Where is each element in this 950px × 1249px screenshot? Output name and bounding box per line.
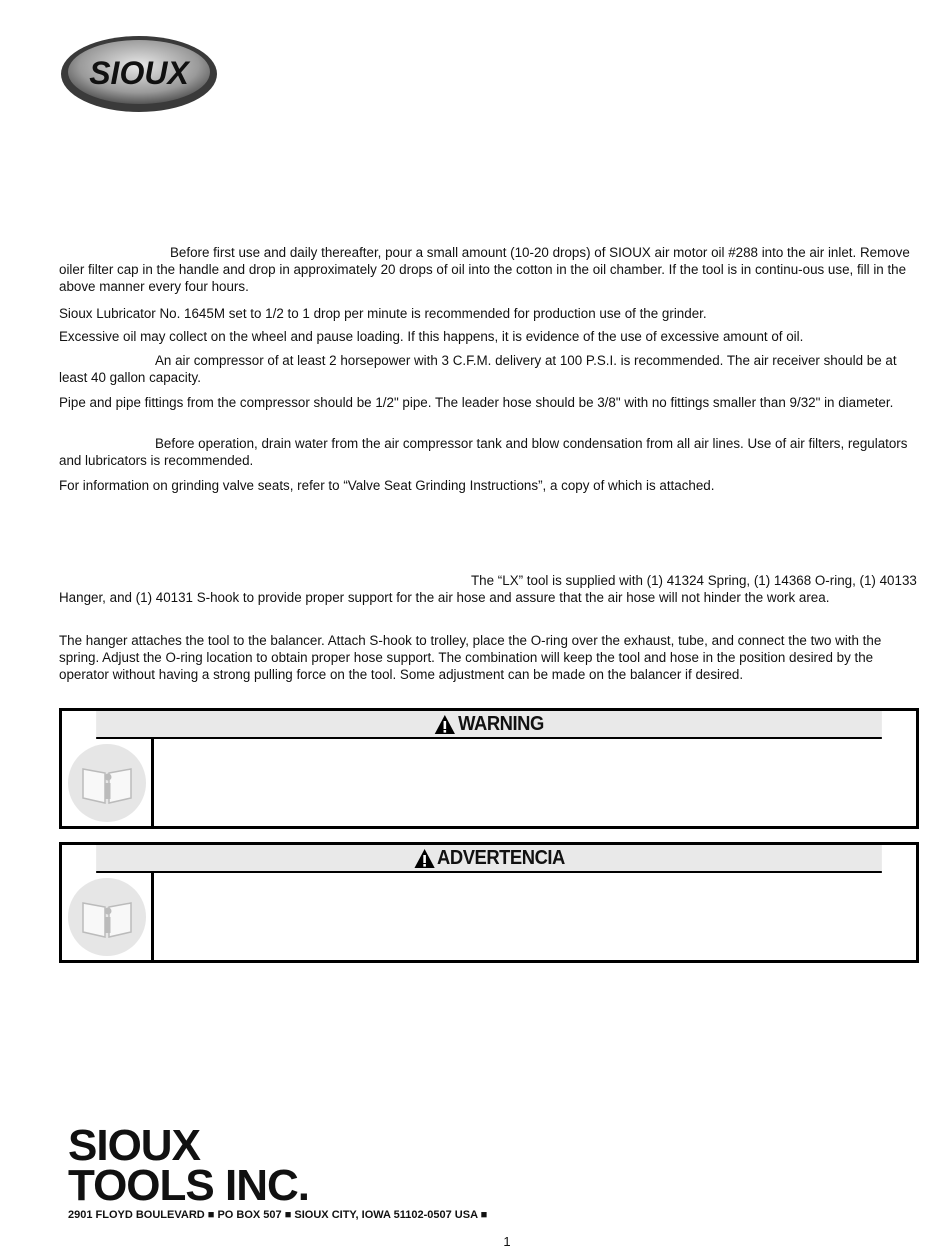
sioux-tools-footer-logo [64, 1120, 574, 1224]
paragraph-pipe-fittings: Pipe and pipe fittings from the compressor should be 1/2" pipe. The leader hose should be 3/8" with no fittings smaller than 9/32" in diameter. [59, 395, 894, 410]
paragraph-valve-seat: For information on grinding valve seats, refer to “Valve Seat Grinding Instructions”, a copy of which is attached. [59, 478, 715, 493]
warning-title: WARNING [458, 712, 544, 735]
paragraph-operation: Before operation, drain water from the air compressor tank and blow condensation from all air lines. Use of air filters, regulators and lubricators is recommended. [59, 436, 908, 468]
warning-header [96, 711, 882, 739]
sioux-logo [58, 32, 220, 116]
paragraph-lx-tool: The “LX” tool is supplied with (1) 41324 Spring, (1) 14368 O-ring, (1) 40133 Hanger, and (1) 40131 S-hook to provide proper support for the air hose and assure that the air hose will not hinder the work area. [59, 573, 917, 605]
warning-box [59, 708, 919, 829]
paragraph-lubricator: Sioux Lubricator No. 1645M set to 1/2 to 1 drop per minute is recommended for production use of the grinder. [59, 306, 707, 321]
paragraph-air-compressor: An air compressor of at least 2 horsepower with 3 C.F.M. delivery at 100 P.S.I. is recommended. The air receiver should be at least 40 gallon capacity. [59, 353, 897, 385]
paragraph-excessive-oil: Excessive oil may collect on the wheel and pause loading. If this happens, it is evidence of the use of excessive amount of oil. [59, 329, 804, 344]
company-address: 2901 FLOYD BOULEVARD ■ PO BOX 507 ■ SIOUX CITY, IOWA 51102-0507 USA ■ [68, 1209, 488, 1221]
warning-triangle-icon [434, 714, 456, 735]
company-line2: TOOLS INC. [68, 1161, 309, 1210]
warning-triangle-icon [413, 848, 435, 869]
manual-info-icon [67, 743, 147, 823]
company-line1: SIOUX [68, 1121, 200, 1170]
advertencia-title: ADVERTENCIA [437, 846, 565, 869]
page-number: 1 [503, 1234, 511, 1249]
logo-text: SIOUX [89, 55, 189, 91]
advertencia-header [96, 845, 882, 873]
advertencia-box [59, 842, 919, 963]
manual-info-icon [67, 877, 147, 957]
paragraph-lubrication: Before first use and daily thereafter, pour a small amount (10-20 drops) of SIOUX air motor oil #288 into the air inlet. Remove oiler filter cap in the handle and drop in approximately 20 drops of oil into the cotton in the oil chamber. If the tool is in continu-ous use, fill in the above manner every four hours. [59, 245, 910, 294]
paragraph-hanger: The hanger attaches the tool to the balancer. Attach S-hook to trolley, place the O-ring over the exhaust, tube, and connect the two with the spring. Adjust the O-ring location to obtain proper hose support. The combination will keep the tool and hose in the position desired by the operator without having a strong pulling force on the tool. Some adjustment can be made on the balancer if desired. [59, 633, 882, 682]
